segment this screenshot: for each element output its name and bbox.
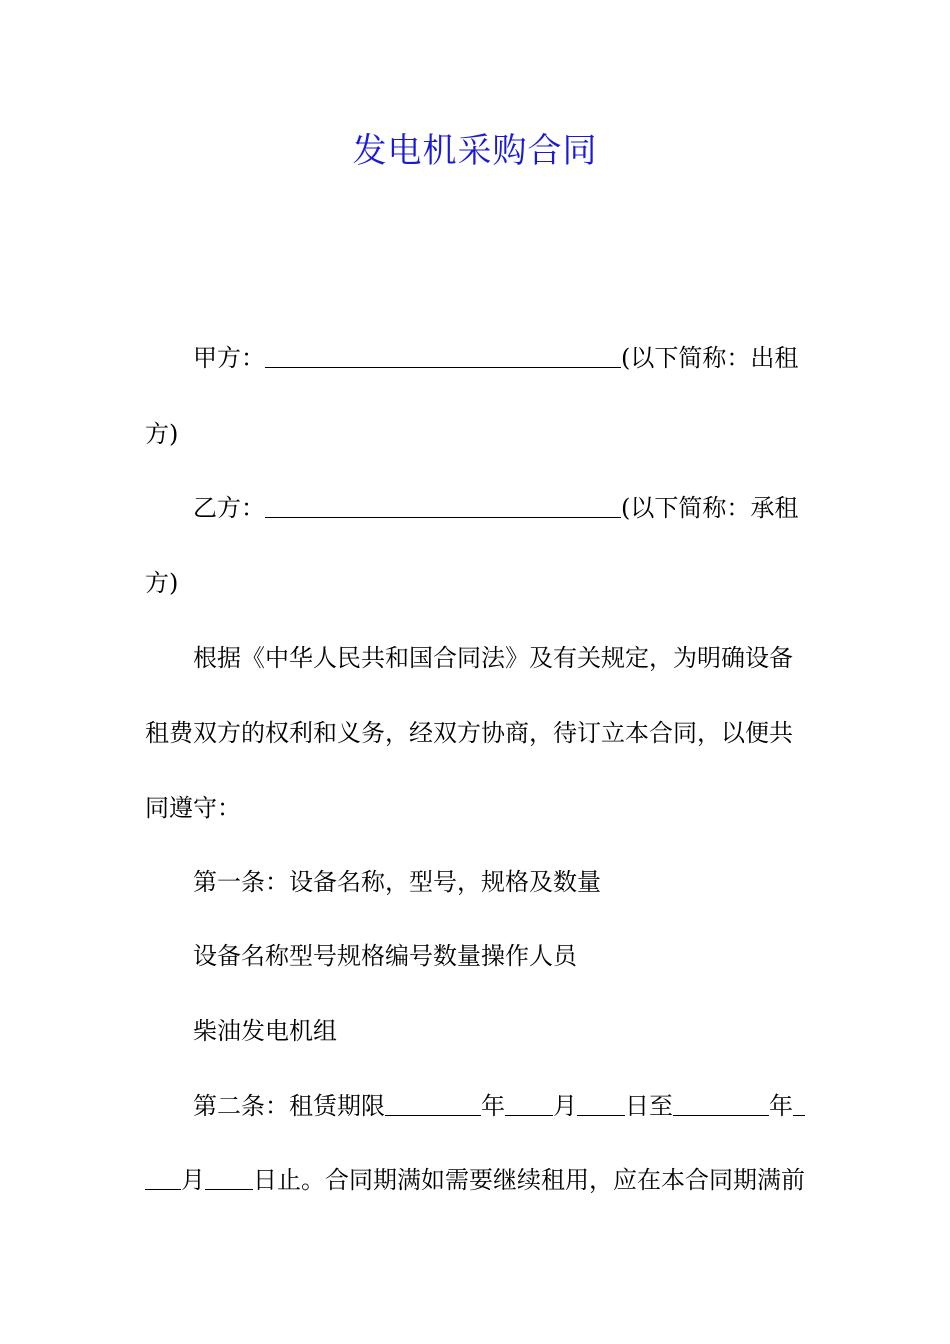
intro-line-2: 租费双方的权利和义务，经双方协商，待订立本合同，以便共 (145, 719, 793, 747)
party-a-suffix: (以下简称：出租 (621, 344, 799, 372)
article-1-heading: 第一条：设备名称，型号，规格及数量 (193, 868, 601, 896)
article-2-label: 第二条：租赁期限 (193, 1092, 385, 1120)
party-a-label: 甲方： (193, 344, 265, 372)
end-year-blank[interactable] (673, 1089, 769, 1116)
start-year-label: 年 (481, 1092, 505, 1120)
equipment-table-header: 设备名称型号规格编号数量操作人员 (193, 942, 577, 970)
end-month-blank[interactable] (145, 1163, 181, 1190)
equipment-name: 柴油发电机组 (193, 1017, 337, 1045)
intro-line-3: 同遵守： (145, 794, 241, 822)
party-a-tail: 方) (145, 420, 179, 448)
party-b-line (145, 491, 858, 525)
party-a-line (145, 341, 858, 375)
end-month-label: 月 (181, 1166, 205, 1194)
start-day-blank[interactable] (577, 1089, 625, 1116)
start-day-label: 日至 (625, 1092, 673, 1120)
party-b-blank[interactable] (265, 491, 621, 518)
party-a-blank[interactable] (265, 341, 621, 368)
article-2-continuation: 日止。合同期满如需要继续租用，应在本合同期满前 (253, 1166, 805, 1194)
article-2-line-1 (145, 1089, 858, 1123)
document-title: 发电机采购合同 (352, 131, 598, 171)
party-b-label: 乙方： (193, 494, 265, 522)
start-month-blank[interactable] (505, 1089, 553, 1116)
party-b-tail: 方) (145, 569, 179, 597)
end-day-blank[interactable] (205, 1163, 253, 1190)
end-month-blank-start[interactable] (793, 1089, 805, 1116)
start-year-blank[interactable] (385, 1089, 481, 1116)
party-b-suffix: (以下简称：承租 (621, 494, 799, 522)
intro-line-1: 根据《中华人民共和国合同法》及有关规定，为明确设备 (193, 644, 793, 672)
start-month-label: 月 (553, 1092, 577, 1120)
article-2-line-2 (145, 1163, 810, 1197)
end-year-label: 年 (769, 1092, 793, 1120)
